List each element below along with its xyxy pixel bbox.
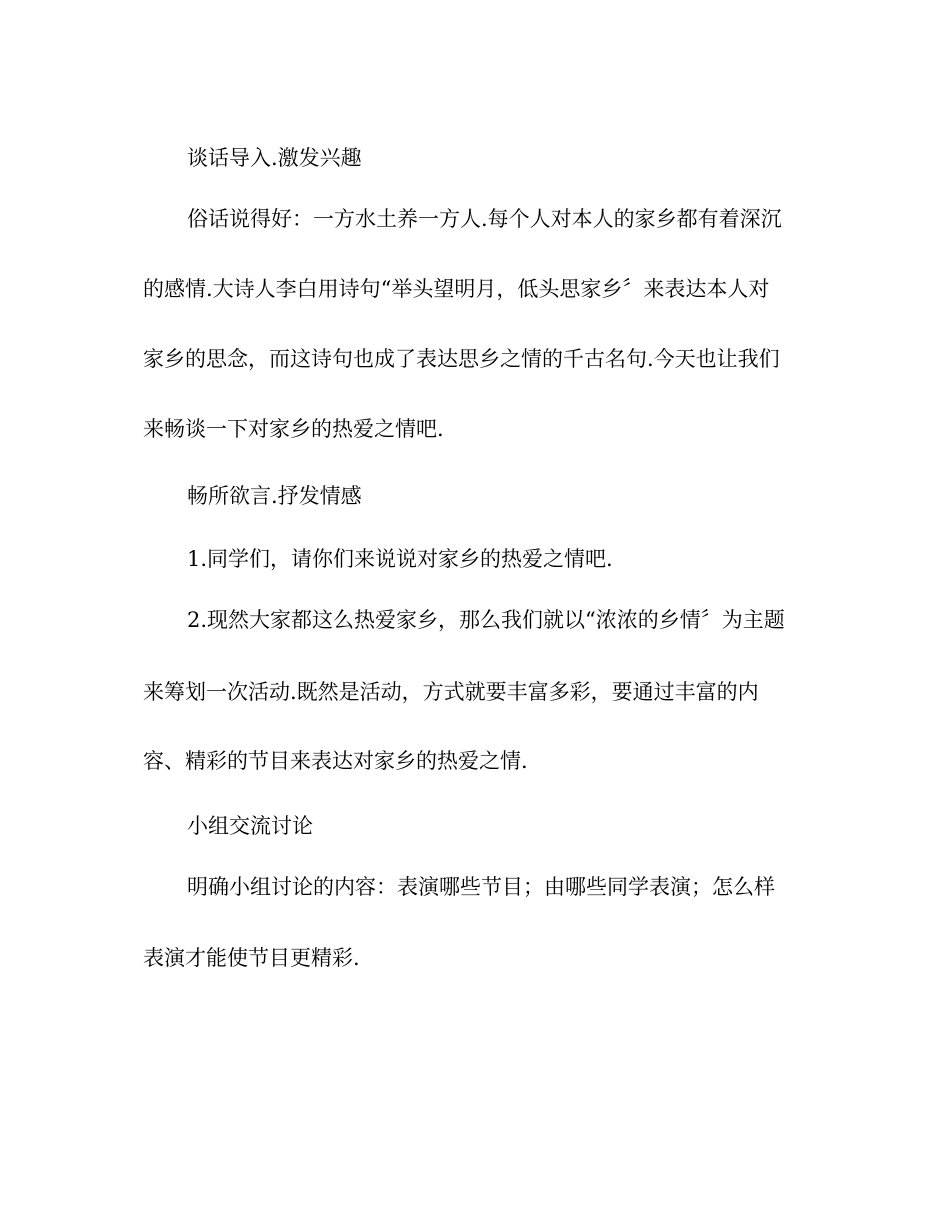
paragraph-line: 明确小组讨论的内容：表演哪些节目；由哪些同学表演；怎么样: [187, 875, 775, 899]
section-heading-group: 小组交流讨论: [187, 814, 313, 838]
paragraph-line: 容、精彩的节目来表达对家乡的热爱之情.: [143, 749, 528, 773]
section-heading-intro: 谈话导入.激发兴趣: [187, 146, 362, 170]
paragraph-line: 的感情.大诗人李白用诗句“举头望明月，低头思家乡〞来表达本人对: [143, 277, 770, 301]
paragraph-line: 家乡的思念，而这诗句也成了表达思乡之情的千古名句.今天也让我们: [143, 347, 780, 371]
section-heading-discussion: 畅所欲言.抒发情感: [187, 484, 362, 508]
paragraph-line: 来畅谈一下对家乡的热爱之情吧.: [143, 417, 444, 441]
paragraph-line: 来筹划一次活动.既然是活动，方式就要丰富多彩，要通过丰富的内: [143, 680, 759, 704]
list-item: 2.现然大家都这么热爱家乡，那么我们就以“浓浓的乡情〞为主题: [187, 608, 785, 632]
paragraph-line: 俗话说得好：一方水土养一方人.每个人对本人的家乡都有着深沉: [187, 207, 782, 231]
list-item: 1.同学们，请你们来说说对家乡的热爱之情吧.: [187, 547, 613, 571]
paragraph-line: 表演才能使节目更精彩.: [143, 946, 360, 970]
